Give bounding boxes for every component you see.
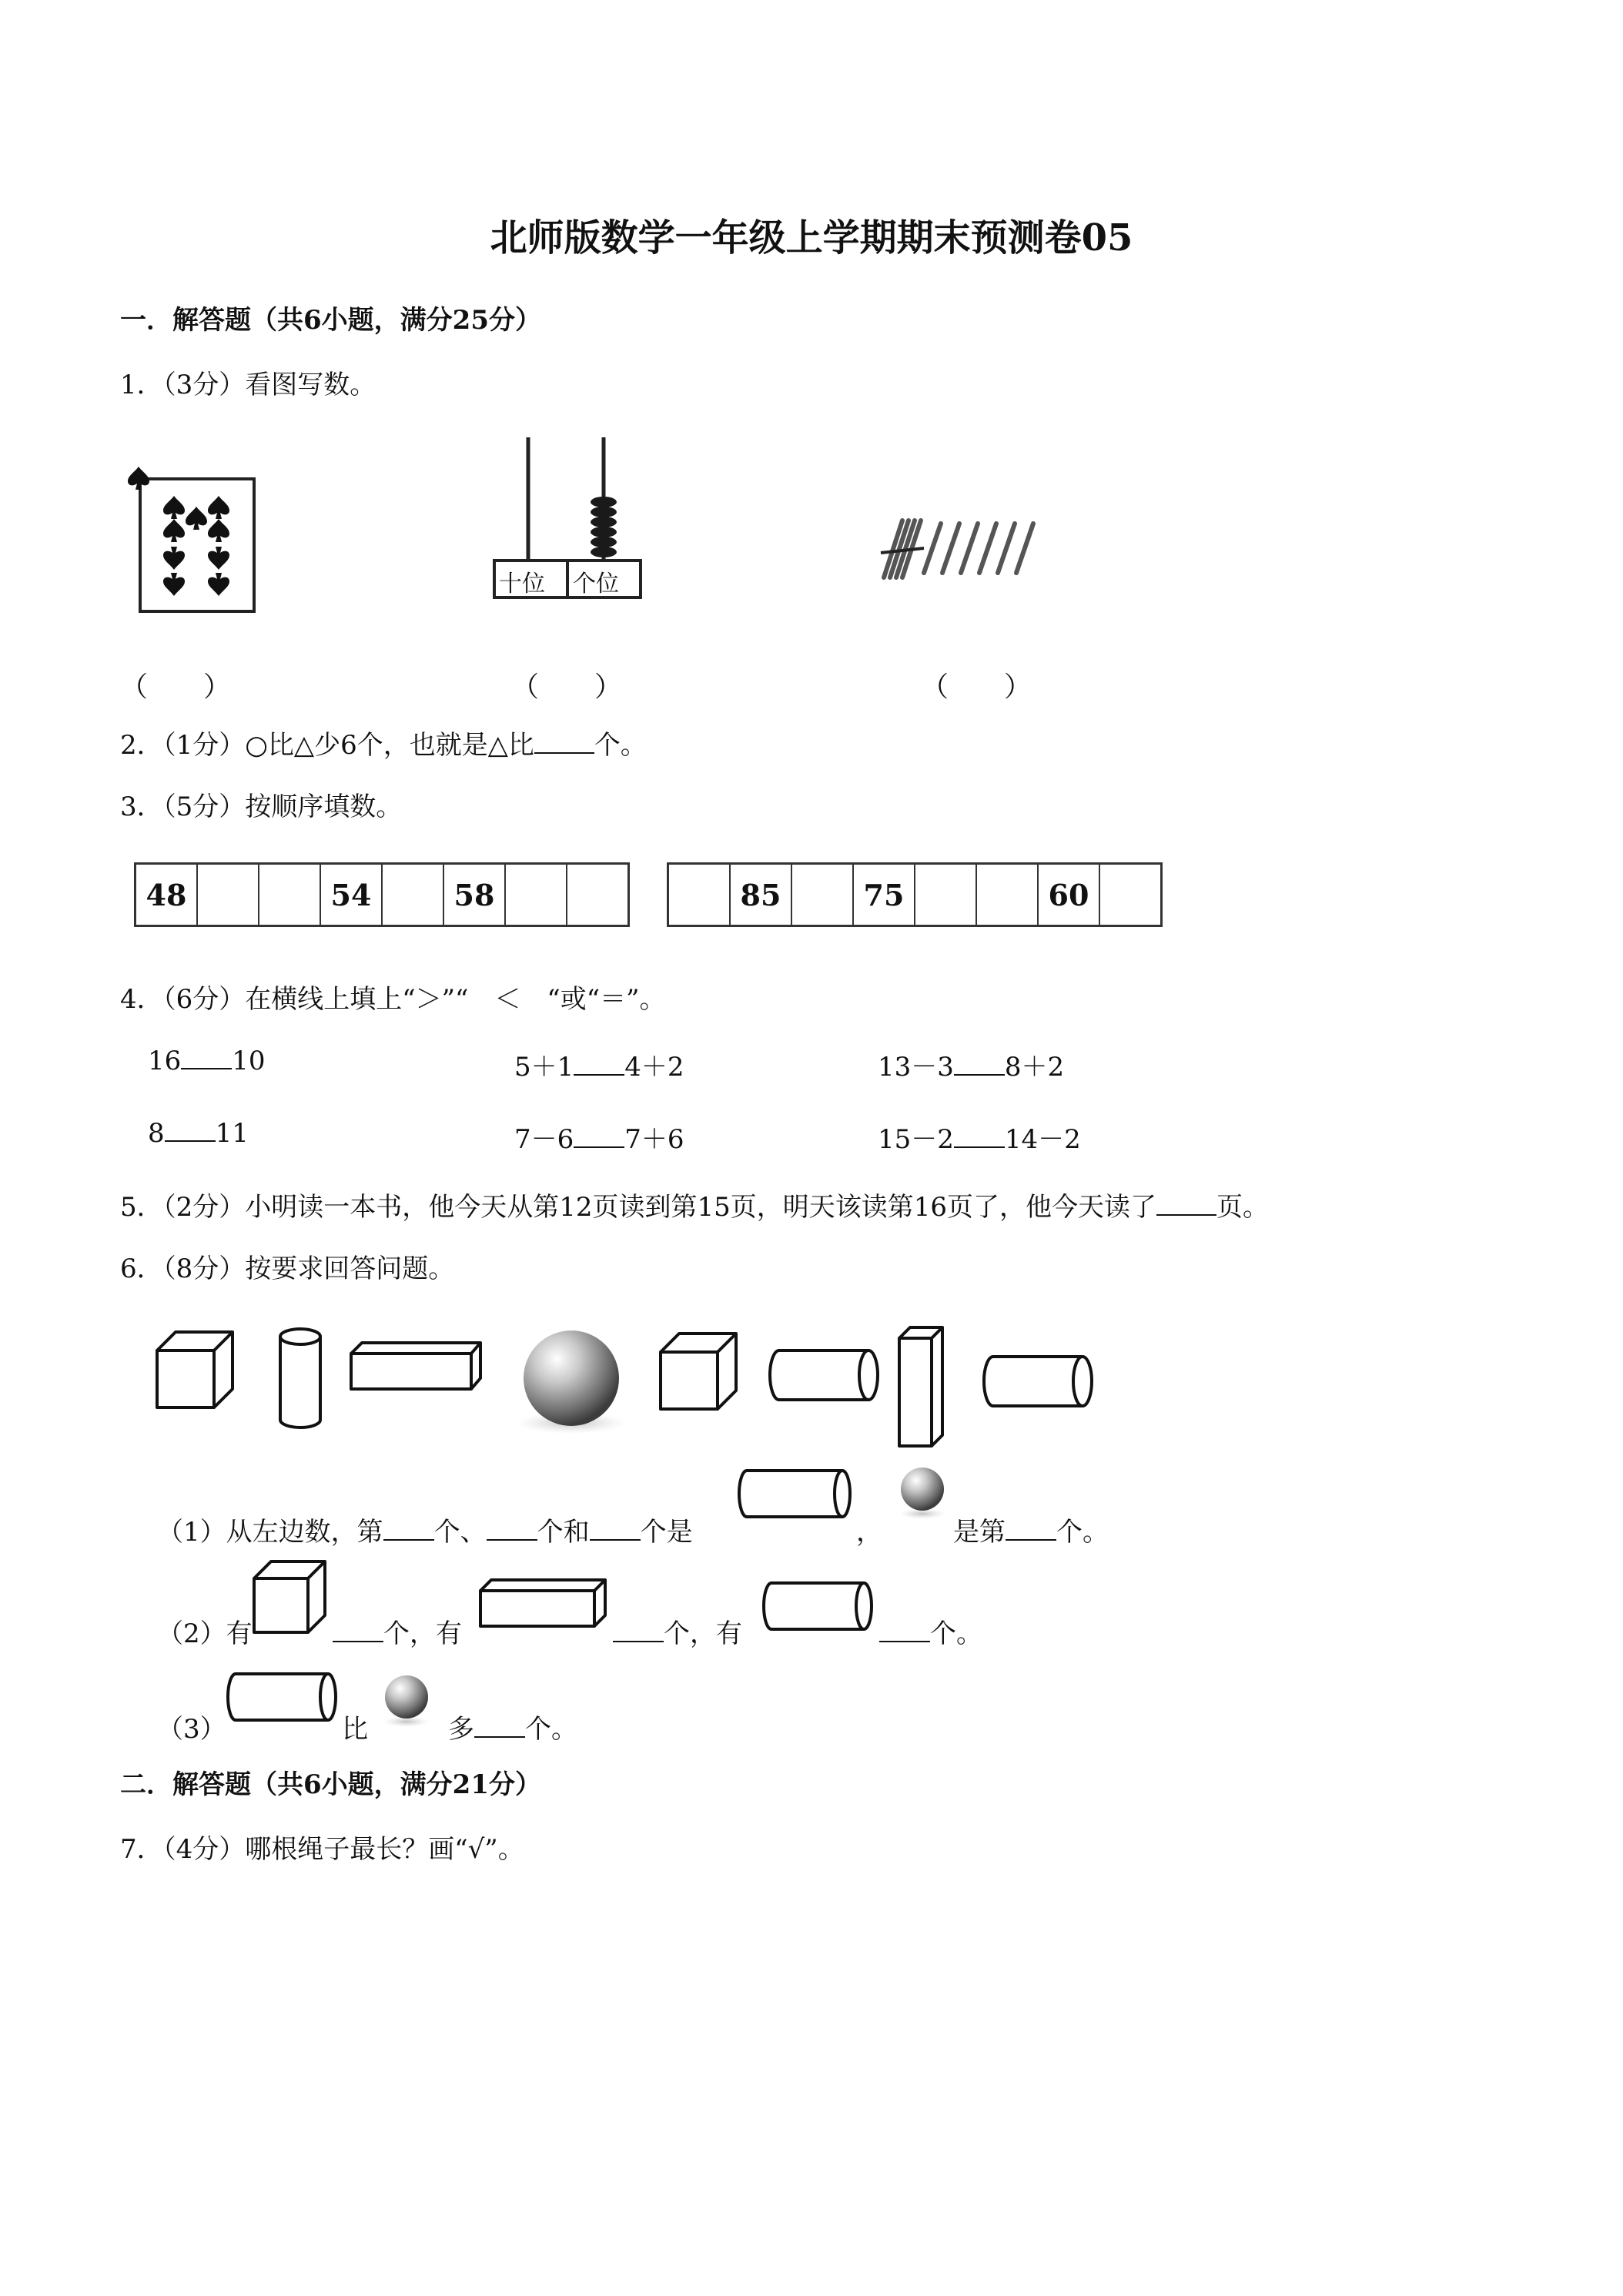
- answer-paren-3[interactable]: （ ）: [921, 671, 1032, 703]
- abacus-tens-label: 十位: [499, 571, 545, 597]
- answer-blank[interactable]: [590, 1518, 641, 1541]
- cylinder-horizontal-icon: [738, 1466, 853, 1525]
- compare-left: 13－3: [878, 1052, 954, 1083]
- answer-paren-1[interactable]: （ ）: [120, 671, 232, 703]
- question-1-stem: 1．（3分）看图写数。: [120, 370, 376, 400]
- sequence-cell[interactable]: [1100, 865, 1160, 925]
- q6-sub3-label: （3）: [157, 1714, 226, 1745]
- q6-sub2-text: 个，有: [664, 1618, 742, 1649]
- section-2-heading: 二．解答题（共6小题，满分21分）: [120, 1769, 541, 1800]
- compare-item: [878, 1118, 1081, 1156]
- q6-sub1-comma: ，: [856, 1517, 882, 1548]
- q6-sub3-text: 比: [342, 1714, 368, 1745]
- answer-blank[interactable]: [333, 1619, 383, 1642]
- spade-card-image: [139, 477, 259, 616]
- question-7-stem: 7．（4分）哪根绳子最长？画“√”。: [120, 1834, 524, 1865]
- sphere-icon: [376, 1669, 437, 1731]
- answer-blank[interactable]: [1156, 1193, 1216, 1216]
- q6-sub1: [157, 1511, 693, 1548]
- abacus-ones-label: 个位: [573, 571, 619, 597]
- question-4-stem: 4．（6分）在横线上填上“＞”“ ＜ “或“＝”。: [120, 984, 666, 1015]
- q6-sub1-text: 个和: [537, 1517, 590, 1548]
- sequence-cell[interactable]: [567, 865, 627, 925]
- q6-sub2-text: 个。: [930, 1618, 982, 1649]
- cylinder-upright-icon: [280, 1329, 320, 1427]
- cylinder-horizontal-icon: [770, 1350, 878, 1400]
- cube-icon: [661, 1334, 736, 1409]
- sequence-cell[interactable]: [915, 865, 977, 925]
- section-1-heading: 一．解答题（共6小题，满分25分）: [120, 305, 541, 336]
- compare-blank[interactable]: [954, 1053, 1005, 1076]
- compare-item: [514, 1118, 684, 1156]
- q6-sub2-part: [333, 1612, 462, 1650]
- sequence-cell: 85: [731, 865, 792, 925]
- cuboid-icon: [351, 1343, 480, 1389]
- compare-left: 7－6: [514, 1124, 574, 1155]
- sequence-cell[interactable]: [792, 865, 854, 925]
- sequence-cell[interactable]: [506, 865, 567, 925]
- q6-sub1-text: （1）从左边数，第: [157, 1517, 383, 1548]
- answer-blank[interactable]: [613, 1619, 664, 1642]
- compare-right: 4＋2: [624, 1052, 684, 1083]
- compare-item: [514, 1046, 684, 1083]
- q6-sub3-tail: [448, 1708, 577, 1745]
- sequence-cell[interactable]: [669, 865, 731, 925]
- compare-right: 7＋6: [624, 1124, 684, 1155]
- sequence-cell[interactable]: [383, 865, 444, 925]
- q6-sub1-text: 是第: [953, 1517, 1006, 1548]
- page-title: 北师版数学一年级上学期期末预测卷05: [490, 216, 1133, 259]
- sequence-cell: 48: [136, 865, 198, 925]
- sequence-cell: 60: [1039, 865, 1100, 925]
- compare-item: [148, 1046, 266, 1076]
- sequence-cell[interactable]: [198, 865, 259, 925]
- sequence-cell: 54: [321, 865, 383, 925]
- q6-sub2-part: [879, 1612, 982, 1650]
- cylinder-horizontal-icon: [761, 1578, 876, 1635]
- answer-blank[interactable]: [474, 1715, 525, 1738]
- number-sequence-2: [667, 862, 1163, 927]
- q6-sub1-text: 个。: [1056, 1517, 1109, 1548]
- compare-blank[interactable]: [954, 1125, 1005, 1148]
- q6-sub1-text: 个、: [433, 1517, 487, 1548]
- shapes-row: [154, 1321, 1109, 1452]
- compare-left: 5＋1: [514, 1052, 574, 1083]
- sequence-cell: 75: [854, 865, 915, 925]
- q6-sub2-text: 个，有: [383, 1618, 462, 1649]
- question-2-tail: 个。: [594, 730, 647, 761]
- answer-paren-2[interactable]: （ ）: [511, 671, 623, 703]
- q6-sub1-text: 个是: [640, 1517, 693, 1548]
- sequence-cell: 58: [444, 865, 506, 925]
- q6-sub3-text: 多: [448, 1714, 474, 1745]
- tall-cuboid-icon: [899, 1327, 942, 1446]
- answer-blank[interactable]: [383, 1518, 434, 1541]
- sequence-cell[interactable]: [977, 865, 1039, 925]
- question-3-stem: 3．（5分）按顺序填数。: [120, 792, 403, 822]
- q6-sub1-end: [953, 1511, 1109, 1548]
- compare-blank[interactable]: [181, 1046, 232, 1069]
- question-5: [120, 1186, 1269, 1223]
- cube-icon: [157, 1332, 233, 1407]
- compare-right: 8＋2: [1004, 1052, 1065, 1083]
- compare-left: 8: [148, 1118, 165, 1149]
- answer-blank[interactable]: [487, 1518, 537, 1541]
- answer-blank[interactable]: [1006, 1518, 1056, 1541]
- sphere-icon: [516, 1330, 627, 1434]
- compare-blank[interactable]: [574, 1125, 624, 1148]
- question-5-text: 5．（2分）小明读一本书，他今天从第12页读到第15页，明天该读第16页了，他今天读了: [120, 1192, 1157, 1223]
- q6-sub2-part: [613, 1612, 742, 1650]
- question-2-text: 2．（1分）○比△少6个，也就是△比: [120, 730, 534, 761]
- number-sequence-1: [134, 862, 630, 927]
- compare-blank[interactable]: [574, 1053, 624, 1076]
- cylinder-horizontal-icon: [984, 1357, 1092, 1406]
- q6-sub2-label: （2）有: [157, 1618, 253, 1649]
- question-2: [120, 724, 647, 761]
- compare-right: 14－2: [1004, 1124, 1081, 1155]
- sticks-bundle-image: [876, 514, 1053, 584]
- compare-item: [148, 1118, 249, 1149]
- compare-item: [878, 1046, 1064, 1083]
- sphere-icon: [893, 1463, 952, 1521]
- question-6-stem: 6．（8分）按要求回答问题。: [120, 1253, 455, 1284]
- answer-blank[interactable]: [879, 1619, 930, 1642]
- q6-sub3-text: 个。: [525, 1714, 577, 1745]
- answer-blank[interactable]: [534, 731, 594, 754]
- cuboid-icon: [477, 1575, 610, 1631]
- compare-left: 15－2: [878, 1124, 954, 1155]
- cylinder-horizontal-icon: [225, 1669, 340, 1726]
- compare-right: 10: [232, 1046, 266, 1076]
- compare-left: 16: [148, 1046, 182, 1076]
- compare-blank[interactable]: [165, 1119, 216, 1142]
- question-5-tail: 页。: [1216, 1192, 1270, 1223]
- cube-icon: [251, 1558, 331, 1635]
- sequence-cell[interactable]: [259, 865, 321, 925]
- compare-right: 11: [215, 1118, 249, 1149]
